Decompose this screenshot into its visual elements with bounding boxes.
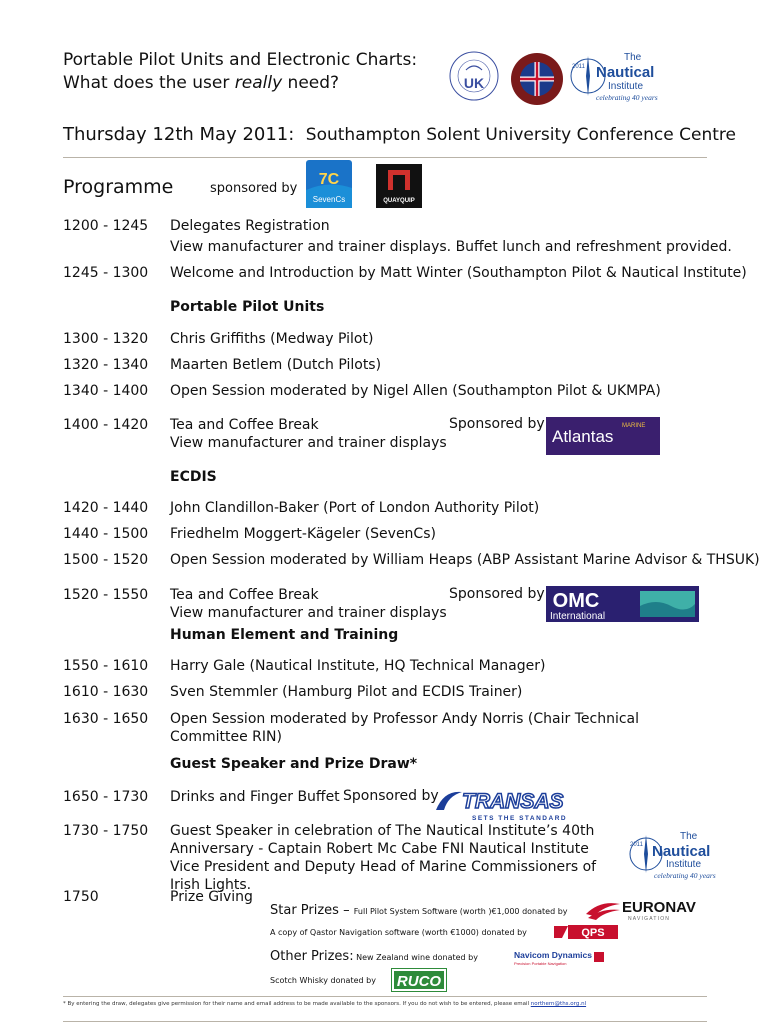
atlantas-marine: MARINE [622, 423, 646, 429]
ni-the: The [680, 831, 698, 842]
document-subtitle [63, 73, 339, 93]
ni-year: 2011 [572, 64, 585, 70]
row-description: Open Session moderated by Professor Andy Norris (Chair Technical Committee RIN) [170, 711, 639, 745]
row-description: Welcome and Introduction by Matt Winter (Southampton Pilot & Nautical Institute) [170, 265, 747, 281]
ni-celebrating: celebrating 40 years [596, 93, 658, 102]
other-prizes-text: New Zealand wine donated by [353, 953, 478, 962]
row-description: Open Session moderated by William Heaps (ABP Assistant Marine Advisor & THSUK) [170, 552, 760, 568]
row-description: Open Session moderated by Nigel Allen (Southampton Pilot & UKMPA) [170, 383, 661, 399]
row-time: 1440 - 1500 [63, 526, 149, 542]
qastor-prize: A copy of Qastor Navigation software (worth €1000) donated by [270, 928, 527, 937]
row-description: Sven Stemmler (Hamburg Pilot and ECDIS Trainer) [170, 684, 523, 700]
row-time: 1630 - 1650 [63, 711, 149, 727]
event-date: Thursday 12th May 2011: [63, 124, 295, 145]
ruco-logo [391, 968, 447, 992]
ruco-name: RUCO [396, 973, 442, 990]
subtitle-part: need? [282, 73, 340, 93]
navicom-name: Navicom Dynamics [514, 950, 592, 960]
row-time: 1320 - 1340 [63, 357, 149, 373]
row-description: John Clandillon-Baker (Port of London Authority Pilot) [170, 500, 540, 516]
sevencs-logo [306, 160, 352, 208]
row-time: 1550 - 1610 [63, 658, 149, 674]
nautical-institute-logo [568, 46, 660, 108]
row-time: 1300 - 1320 [63, 331, 149, 347]
qps-logo [554, 922, 620, 942]
star-prizes-text: Full Pilot System Software (worth )€1,000 donated by [353, 907, 568, 916]
row-time: 1520 - 1550 [63, 587, 149, 603]
row-time: 1500 - 1520 [63, 552, 149, 568]
subtitle-part: What does the user [63, 73, 235, 93]
ni-year: 2011 [630, 842, 643, 848]
row-description: View manufacturer and trainer displays [170, 435, 447, 451]
row-time: 1245 - 1300 [63, 265, 149, 281]
row-time: 1750 [63, 889, 99, 905]
omc-name: OMC [552, 590, 600, 612]
footnote [63, 1001, 586, 1007]
row-description: Tea and Coffee Break [170, 417, 319, 433]
euronav-name: EURONAV [622, 899, 696, 916]
sponsored-by-label: Sponsored by [449, 416, 545, 432]
sponsored-by-label: Sponsored by [449, 586, 545, 602]
row-description: Drinks and Finger Buffet [170, 789, 340, 805]
star-prizes-label: Star Prizes [270, 903, 339, 918]
omc-international: International [550, 611, 606, 622]
ni-institute: Institute [608, 81, 644, 92]
row-time: 1340 - 1400 [63, 383, 149, 399]
quayquip-logo [376, 164, 422, 208]
row-time: 1400 - 1420 [63, 417, 149, 433]
sevencs-mark: 7C [318, 171, 340, 188]
section-heading: Guest Speaker and Prize Draw* [170, 756, 418, 772]
other-prizes-label: Other Prizes: [270, 949, 354, 964]
row-description: Harry Gale (Nautical Institute, HQ Technical Manager) [170, 658, 546, 674]
euronav-logo [584, 896, 716, 922]
section-heading: Human Element and Training [170, 627, 399, 643]
footnote-email-link[interactable]: northern@ths.org.nl [530, 1001, 587, 1007]
pilots-association-logo [508, 52, 566, 106]
subtitle-emphasis: really [234, 73, 283, 93]
hydrographic-society-logo [446, 50, 506, 106]
section-heading: Portable Pilot Units [170, 299, 325, 315]
qps-name: QPS [581, 927, 605, 939]
section-heading: ECDIS [170, 469, 217, 485]
row-description: Chris Griffiths (Medway Pilot) [170, 331, 374, 347]
row-time: 1420 - 1440 [63, 500, 149, 516]
footnote-text: * By entering the draw, delegates give permission for their name and email address to be made available to the sponsors. If you do not wish to be entered, please email [63, 1001, 529, 1007]
atlantas-marine-logo [546, 417, 660, 455]
programme-sponsored-by: sponsored by [210, 181, 298, 196]
row-description: Delegates Registration [170, 218, 330, 234]
event-venue: Southampton Solent University Conference Centre [305, 125, 736, 145]
row-description: Prize Giving [170, 889, 253, 905]
ni-the: The [624, 52, 642, 63]
row-time: 1200 - 1245 [63, 218, 149, 234]
euronav-sub: NAVIGATION [628, 916, 671, 922]
document-title: Portable Pilot Units and Electronic Charts: [63, 50, 418, 70]
divider [63, 996, 707, 997]
programme-heading: Programme [63, 176, 174, 198]
row-description: Maarten Betlem (Dutch Pilots) [170, 357, 382, 373]
svg-text:UK: UK [463, 75, 485, 91]
whisky-prize: Scotch Whisky donated by [270, 976, 376, 985]
ni-celebrating: celebrating 40 years [654, 871, 716, 880]
row-time: 1650 - 1730 [63, 789, 149, 805]
divider [63, 1021, 707, 1022]
sevencs-name: SevenCs [312, 195, 346, 204]
transas-name: TRANSAS [462, 790, 564, 813]
nautical-institute-logo-small [628, 826, 718, 886]
star-prizes [270, 903, 568, 918]
transas-tagline: SETS THE STANDARD [472, 815, 568, 822]
ni-nautical: Nautical [652, 843, 711, 860]
row-description: Guest Speaker in celebration of The Nautical Institute’s 40th Anniversary - Captain Robert Mc Cabe FNI Nautical Institute Vice President and Deputy Head of Marine Commissioners of Irish Lights. [170, 823, 597, 893]
divider [63, 157, 707, 158]
row-description: View manufacturer and trainer displays. Buffet lunch and refreshment provided. [170, 239, 732, 255]
omc-international-logo [546, 586, 699, 622]
row-description: View manufacturer and trainer displays [170, 605, 447, 621]
event-date-venue [63, 124, 736, 145]
row-time: 1610 - 1630 [63, 684, 149, 700]
transas-logo [434, 786, 569, 822]
row-description: Tea and Coffee Break [170, 587, 319, 603]
atlantas-name: Atlantas [552, 427, 614, 446]
navicom-dynamics-logo [512, 948, 608, 968]
ni-nautical: Nautical [596, 64, 655, 81]
navicom-sub: Precision Portable Navigation [514, 961, 567, 966]
star-prizes-dash: – [338, 903, 354, 918]
other-prizes [270, 949, 478, 964]
sponsored-by-label: Sponsored by [343, 788, 439, 804]
quayquip-name: QUAYQUIP [383, 198, 415, 204]
row-description: Friedhelm Moggert-Kägeler (SevenCs) [170, 526, 436, 542]
ni-institute: Institute [666, 859, 702, 870]
row-time: 1730 - 1750 [63, 823, 149, 839]
